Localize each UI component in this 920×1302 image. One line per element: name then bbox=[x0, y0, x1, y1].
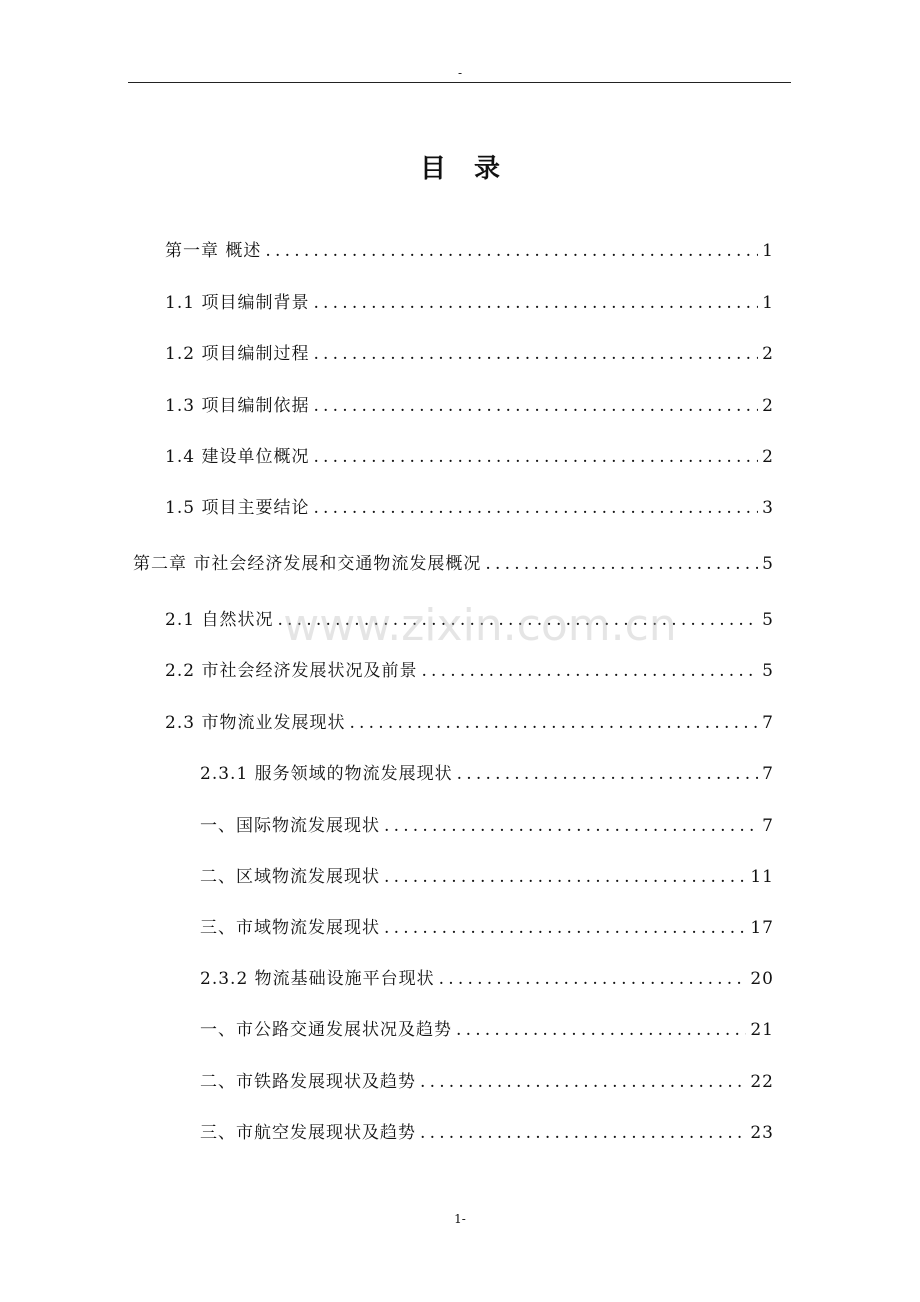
toc-entry[interactable] bbox=[200, 1071, 774, 1093]
toc-entry[interactable] bbox=[165, 609, 774, 631]
toc-entry-page: 17 bbox=[750, 918, 774, 938]
toc-entry[interactable] bbox=[200, 815, 774, 837]
toc-leader-dots bbox=[313, 395, 758, 417]
toc-entry-page: 7 bbox=[762, 816, 774, 836]
toc-entry-label: 1.1 项目编制背景 bbox=[165, 293, 310, 313]
toc-entry-page: 5 bbox=[762, 661, 774, 681]
toc-leader-dots bbox=[313, 497, 758, 519]
toc-leader-dots bbox=[420, 1071, 746, 1093]
header-mark: - bbox=[457, 66, 463, 80]
toc-leader-dots bbox=[420, 1122, 746, 1144]
toc-leader-dots bbox=[439, 968, 747, 990]
toc-entry-label: 1.4 建设单位概况 bbox=[165, 447, 310, 467]
toc-entry-page: 7 bbox=[762, 764, 774, 784]
toc-entry-label: 第二章 市社会经济发展和交通物流发展概况 bbox=[133, 554, 482, 574]
toc-entry-label: 1.5 项目主要结论 bbox=[165, 498, 310, 518]
toc-entry-label: 1.3 项目编制依据 bbox=[165, 396, 310, 416]
toc-entry[interactable] bbox=[200, 763, 774, 785]
toc-entry-label: 1.2 项目编制过程 bbox=[165, 344, 310, 364]
toc-entry[interactable] bbox=[165, 446, 774, 468]
toc-leader-dots bbox=[313, 446, 758, 468]
toc-entry-label: 2.2 市社会经济发展状况及前景 bbox=[165, 661, 418, 681]
toc-entry[interactable] bbox=[165, 712, 774, 734]
toc-leader-dots bbox=[277, 609, 758, 631]
toc-entry-page: 3 bbox=[762, 498, 774, 518]
page-title: 目录 bbox=[419, 154, 528, 184]
toc-leader-dots bbox=[384, 815, 758, 837]
toc-entry-label: 2.3 市物流业发展现状 bbox=[165, 713, 346, 733]
toc-leader-dots bbox=[384, 917, 746, 939]
watermark: www.zixin.com.cn bbox=[283, 600, 677, 651]
toc-entry-label: 二、区域物流发展现状 bbox=[200, 867, 380, 887]
toc-leader-dots bbox=[421, 660, 758, 682]
toc-entry-label: 2.3.1 服务领域的物流发展现状 bbox=[200, 764, 453, 784]
page-number-footer: 1- bbox=[454, 1212, 466, 1226]
toc-entry[interactable] bbox=[165, 240, 774, 262]
toc-entry[interactable] bbox=[165, 343, 774, 365]
toc-entry[interactable] bbox=[200, 866, 774, 888]
toc-entry[interactable] bbox=[165, 292, 774, 314]
toc-entry-label: 第一章 概述 bbox=[165, 241, 262, 261]
toc-entry-page: 1 bbox=[762, 241, 774, 261]
toc-leader-dots bbox=[457, 763, 759, 785]
toc-entry-page: 23 bbox=[750, 1123, 774, 1143]
toc-entry-page: 2 bbox=[762, 396, 774, 416]
toc-entry-page: 11 bbox=[750, 867, 774, 887]
toc-entry-label: 三、市航空发展现状及趋势 bbox=[200, 1123, 416, 1143]
toc-entry-page: 2 bbox=[762, 447, 774, 467]
toc-entry-label: 一、市公路交通发展状况及趋势 bbox=[200, 1020, 452, 1040]
toc-leader-dots bbox=[384, 866, 746, 888]
toc-entry-label: 二、市铁路发展现状及趋势 bbox=[200, 1072, 416, 1092]
toc-entry[interactable] bbox=[165, 497, 774, 519]
toc-leader-dots bbox=[313, 343, 758, 365]
toc-entry[interactable] bbox=[200, 1019, 774, 1041]
toc-entry-page: 20 bbox=[750, 969, 774, 989]
toc-entry-label: 2.3.2 物流基础设施平台现状 bbox=[200, 969, 435, 989]
toc-entry[interactable] bbox=[133, 553, 774, 575]
toc-leader-dots bbox=[313, 292, 758, 314]
toc-leader-dots bbox=[456, 1019, 746, 1041]
toc-leader-dots bbox=[485, 553, 758, 575]
toc-leader-dots bbox=[265, 240, 758, 262]
toc-entry-page: 2 bbox=[762, 344, 774, 364]
toc-entry[interactable] bbox=[165, 395, 774, 417]
toc-entry-label: 一、国际物流发展现状 bbox=[200, 816, 380, 836]
toc-entry-page: 5 bbox=[762, 554, 774, 574]
toc-entry[interactable] bbox=[200, 917, 774, 939]
toc-entry-page: 1 bbox=[762, 293, 774, 313]
toc-leader-dots bbox=[349, 712, 758, 734]
toc-entry-label: 2.1 自然状况 bbox=[165, 610, 274, 630]
toc-entry[interactable] bbox=[165, 660, 774, 682]
toc-entry-page: 5 bbox=[762, 610, 774, 630]
toc-entry[interactable] bbox=[200, 968, 774, 990]
toc-entry-page: 21 bbox=[750, 1020, 774, 1040]
toc-entry-page: 22 bbox=[750, 1072, 774, 1092]
toc-entry-label: 三、市域物流发展现状 bbox=[200, 918, 380, 938]
toc-entry[interactable] bbox=[200, 1122, 774, 1144]
toc-entry-page: 7 bbox=[762, 713, 774, 733]
